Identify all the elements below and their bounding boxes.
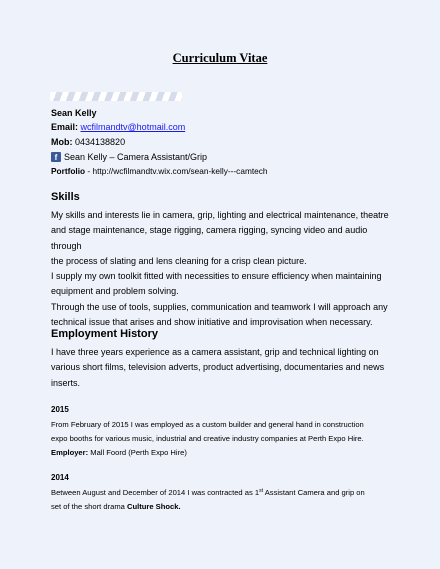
job-line bbox=[51, 500, 391, 514]
employment-line: inserts. bbox=[51, 377, 81, 388]
contact-email-line bbox=[51, 122, 185, 132]
email-label: Email: bbox=[51, 122, 79, 132]
facebook-icon[interactable]: f bbox=[51, 152, 61, 162]
email-link[interactable]: wcfilmandtv@hotmail.com bbox=[80, 122, 186, 132]
skills-line: Through the use of tools, supplies, communication and teamwork I will approach any bbox=[51, 301, 388, 312]
job-line: expo booths for various music, industrial and creative industry companies at Perth Expo Hire. bbox=[51, 434, 364, 443]
skills-line: and stage maintenance, stage rigging, camera rigging, syncing video and audio through bbox=[51, 225, 368, 251]
ordinal-suffix: st bbox=[259, 488, 264, 494]
job-line bbox=[51, 486, 391, 500]
job-employer bbox=[51, 446, 391, 460]
portfolio-url[interactable]: - http://wcfilmandtv.wix.com/sean-kelly---camtech bbox=[85, 166, 268, 176]
facebook-text: Sean Kelly – Camera Assistant/Grip bbox=[64, 152, 208, 162]
mob-label: Mob: bbox=[51, 137, 73, 147]
job-line-pre: Between August and December of 2014 I was contracted as 1 bbox=[51, 488, 260, 497]
skills-line: technical issue that arises and show initiative and improvisation when necessary. bbox=[51, 317, 373, 328]
employer-label: Employer: bbox=[51, 448, 89, 457]
job-year-2014: 2014 bbox=[51, 473, 69, 482]
job-2015-text bbox=[51, 418, 391, 460]
contact-mob-line bbox=[51, 137, 125, 147]
page-title: Curriculum Vitae bbox=[172, 51, 268, 65]
strip-dot bbox=[52, 95, 55, 98]
contact-name: Sean Kelly bbox=[51, 108, 97, 118]
job-year-2015: 2015 bbox=[51, 405, 69, 414]
job-line: From February of 2015 I was employed as a custom builder and general hand in construction bbox=[51, 420, 364, 429]
production-title: Culture Shock. bbox=[126, 502, 181, 511]
skills-line: My skills and interests lie in camera, grip, lighting and electrical maintenance, theatre bbox=[51, 210, 389, 220]
skills-body bbox=[51, 208, 391, 330]
job-line-pre: set of the short drama bbox=[51, 502, 127, 511]
employment-line: various short films, television adverts, product advertising, documentaries and news bbox=[51, 362, 385, 373]
employment-line: I have three years experience as a camera assistant, grip and technical lighting on bbox=[51, 347, 379, 357]
job-line-post: Assistant Camera and grip on bbox=[263, 488, 365, 497]
employer-name: Mall Foord (Perth Expo Hire) bbox=[88, 448, 187, 457]
mob-number: 0434138820 bbox=[75, 137, 126, 147]
portfolio-line bbox=[51, 166, 268, 176]
facebook-line bbox=[51, 152, 207, 162]
decorative-strip bbox=[50, 92, 182, 101]
skills-line: I supply my own toolkit fitted with necessities to ensure efficiency when maintaining bbox=[51, 271, 382, 282]
job-2014-text bbox=[51, 486, 391, 514]
skills-line: equipment and problem solving. bbox=[51, 286, 179, 297]
employment-heading: Employment History bbox=[51, 328, 158, 340]
skills-line: the process of slating and lens cleaning for a crisp clean picture. bbox=[51, 255, 307, 266]
employment-body bbox=[51, 345, 391, 391]
portfolio-label: Portfolio bbox=[51, 166, 86, 176]
skills-heading: Skills bbox=[51, 191, 80, 203]
